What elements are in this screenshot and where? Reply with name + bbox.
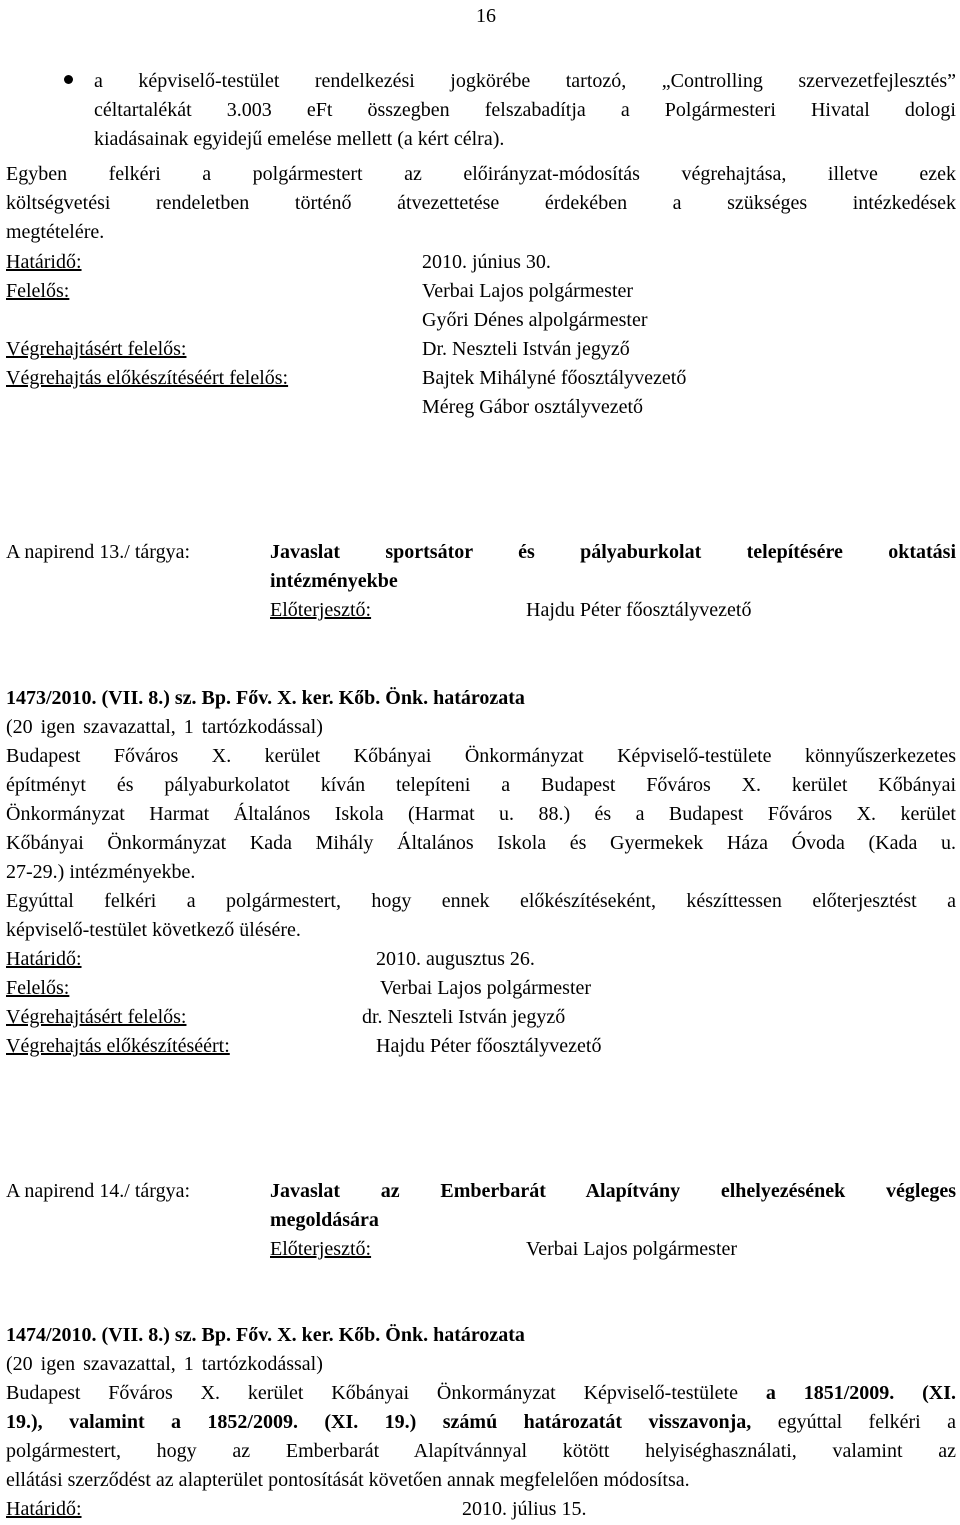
execution-label: Végrehajtásért felelős: xyxy=(6,338,187,360)
responsible-value: Verbai Lajos polgármester xyxy=(380,977,592,999)
execution-value: Dr. Neszteli István jegyző xyxy=(422,338,630,360)
paragraph-line: képviselő-testület következő ülésére. xyxy=(6,919,301,941)
agenda-title-line: Javaslat az Emberbarát Alapítvány elhelyezésének végleges xyxy=(270,1180,956,1202)
deadline-value: 2010. július 15. xyxy=(462,1498,587,1520)
agenda-title-line: megoldására xyxy=(270,1209,379,1231)
paragraph-line: Egyúttal felkéri a polgármestert, hogy ennek előkészítéseként, készíttessen előterjesztést a xyxy=(6,890,956,912)
resolution-votes: (20 igen szavazattal, 1 tartózkodással) xyxy=(6,716,323,738)
preparation-label: Végrehajtás előkészítéséért felelős: xyxy=(6,367,289,389)
paragraph-line: költségvetési rendeletben történő átvezettetése érdekében a szükséges intézkedések xyxy=(6,192,956,214)
paragraph-line: Önkormányzat Harmat Általános Iskola (Harmat u. 88.) és a Budapest Főváros X. kerület xyxy=(6,803,956,825)
paragraph-line: Budapest Főváros X. kerület Kőbányai Önkormányzat Képviselő-testülete könnyűszerkezetes xyxy=(6,745,956,767)
preparation-value: Méreg Gábor osztályvezető xyxy=(422,396,644,418)
resolution-text xyxy=(6,742,956,945)
preparation-value: Bajtek Mihályné főosztályvezető xyxy=(422,367,687,389)
agenda-title-line: Javaslat sportsátor és pályaburkolat telepítésére oktatási xyxy=(270,541,956,563)
paragraph-line xyxy=(6,1408,956,1437)
agenda-label: A napirend 13./ tárgya: xyxy=(6,541,191,563)
preparation-value: Hajdu Péter főosztályvezető xyxy=(376,1035,602,1057)
responsible-label: Felelős: xyxy=(6,977,70,999)
presenter-value: Verbai Lajos polgármester xyxy=(526,1238,738,1260)
resolution-title: 1474/2010. (VII. 8.) sz. Bp. Főv. X. ker. Kőb. Önk. határozata xyxy=(6,1324,525,1346)
text-span: Budapest Főváros X. kerület Kőbányai Önkormányzat Képviselő-testülete xyxy=(6,1382,766,1404)
responsible-value: Győri Dénes alpolgármester xyxy=(422,309,648,331)
preparation-label: Végrehajtás előkészítéséért: xyxy=(6,1035,230,1057)
request-paragraph xyxy=(6,160,956,247)
paragraph-line xyxy=(6,1379,956,1408)
resolution-text xyxy=(6,1379,956,1495)
deadline-value: 2010. június 30. xyxy=(422,251,551,273)
presenter-label: Előterjesztő: xyxy=(270,1238,372,1260)
paragraph-line: Egyben felkéri a polgármestert az előirányzat-módosítás végrehajtása, illetve ezek xyxy=(6,163,956,185)
deadline-label: Határidő: xyxy=(6,251,82,273)
paragraph-line: ellátási szerződést az alapterület pontosítását követően annak megfelelően módosítsa. xyxy=(6,1469,690,1491)
agenda-title-line: intézményekbe xyxy=(270,570,398,592)
responsible-value: Verbai Lajos polgármester xyxy=(422,280,634,302)
agenda-title xyxy=(270,1177,956,1235)
presenter-value: Hajdu Péter főosztályvezető xyxy=(526,599,752,621)
agenda-title xyxy=(270,538,956,596)
bold-span: 19.), valamint a 1852/2009. (XI. 19.) számú határozatát visszavonja, xyxy=(6,1411,752,1433)
bullet-icon xyxy=(64,75,73,84)
resolution-title: 1473/2010. (VII. 8.) sz. Bp. Főv. X. ker. Kőb. Önk. határozata xyxy=(6,687,525,709)
responsible-label: Felelős: xyxy=(6,280,70,302)
deadline-label: Határidő: xyxy=(6,1498,82,1520)
deadline-value: 2010. augusztus 26. xyxy=(376,948,535,970)
page-number: 16 xyxy=(476,5,496,27)
execution-value: dr. Neszteli István jegyző xyxy=(362,1006,566,1028)
agenda-label: A napirend 14./ tárgya: xyxy=(6,1180,191,1202)
bold-span: a 1851/2009. (XI. xyxy=(765,1382,956,1404)
bullet-line: kiadásainak egyidejű emelése mellett (a kért célra). xyxy=(94,128,505,150)
paragraph-line: építményt és pályaburkolatot kíván telepíteni a Budapest Főváros X. kerület Kőbányai xyxy=(6,774,956,796)
paragraph-line: polgármestert, hogy az Emberbarát Alapítvánnyal kötött helyiséghasználati, valamint az xyxy=(6,1440,956,1462)
bullet-line: a képviselő-testület rendelkezési jogkörébe tartozó, „Controlling szervezetfejlesztés” xyxy=(94,70,956,92)
paragraph-line: Kőbányai Önkormányzat Kada Mihály Általános Iskola és Gyermekek Háza Óvoda (Kada u. xyxy=(6,832,956,854)
presenter-label: Előterjesztő: xyxy=(270,599,372,621)
bullet-text xyxy=(94,67,956,154)
text-span: egyúttal felkéri a xyxy=(751,1411,956,1433)
paragraph-line: 27-29.) intézményekbe. xyxy=(6,861,196,883)
deadline-label: Határidő: xyxy=(6,948,82,970)
paragraph-line: megtételére. xyxy=(6,221,105,243)
bullet-line: céltartalékát 3.003 eFt összegben felszabadítja a Polgármesteri Hivatal dologi xyxy=(94,99,956,121)
resolution-votes: (20 igen szavazattal, 1 tartózkodással) xyxy=(6,1353,323,1375)
execution-label: Végrehajtásért felelős: xyxy=(6,1006,187,1028)
